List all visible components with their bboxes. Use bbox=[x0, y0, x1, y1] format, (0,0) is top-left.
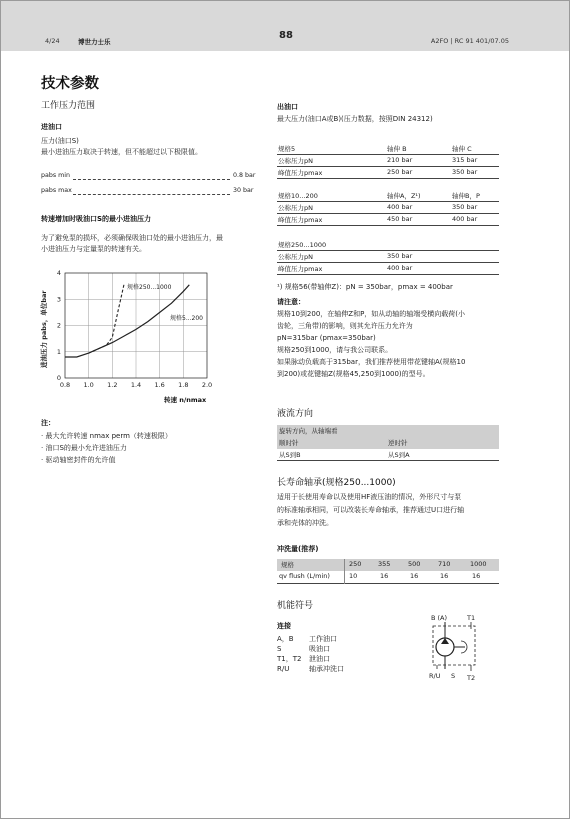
table-cell: 400 bar bbox=[387, 264, 413, 272]
attention-line: pN=315bar (pmax=350bar) bbox=[277, 334, 376, 342]
bearing-line: 适用于长使用寿命以及使用HF液压油的情况，外形尺寸与泵 bbox=[277, 493, 462, 501]
table-cell: 从S到B bbox=[279, 451, 301, 459]
hydraulic-pump-symbol bbox=[421, 609, 501, 684]
flush-table bbox=[277, 559, 499, 585]
table-cell: 400 bar bbox=[387, 203, 413, 211]
table-cell: 旋转方向，从轴端看 bbox=[279, 427, 338, 435]
page-ref: 4/24 bbox=[45, 37, 60, 45]
bearing-line: 承和壳体的冲洗。 bbox=[277, 519, 333, 527]
table-cell: 规格250...1000 bbox=[278, 241, 327, 249]
table-row bbox=[277, 202, 499, 214]
pressure-table-size10-200 bbox=[277, 190, 499, 226]
p-max-value: 30 bar bbox=[233, 187, 254, 194]
table-header-row bbox=[277, 143, 499, 155]
connection-item: S 吸油口 bbox=[277, 645, 330, 653]
table-cell: 16 bbox=[440, 572, 449, 580]
table-header-row bbox=[277, 425, 499, 437]
pressure-table-size5 bbox=[277, 143, 499, 179]
table-cell: 710 bbox=[438, 560, 451, 568]
note-3: · 驱动轴密封件的允许值 bbox=[41, 456, 116, 464]
attention-line: 齿轮，三角带)的影响，则其允许压力允许为 bbox=[277, 322, 413, 330]
table-cell: 轴伸 C bbox=[452, 145, 472, 153]
table-cell: 16 bbox=[410, 572, 419, 580]
table-cell: 350 bar bbox=[452, 203, 478, 211]
y-tick-label: 2 bbox=[56, 321, 61, 330]
table-cell: 355 bbox=[378, 560, 391, 568]
table-cell: 250 bbox=[349, 560, 362, 568]
attention-line: 规格250到1000，请与我公司联系。 bbox=[277, 346, 393, 354]
x-tick-label: 1.4 bbox=[130, 381, 142, 389]
outlet-desc: 最大压力(油口A或B)(压力数据，按照DIN 24312) bbox=[277, 115, 433, 123]
table-cell: 210 bar bbox=[387, 156, 413, 164]
x-tick-label: 1.8 bbox=[178, 381, 189, 389]
bearing-heading: 长寿命轴承(规格250...1000) bbox=[277, 478, 396, 488]
y-tick-label: 0 bbox=[56, 374, 61, 382]
table-cell: 峰值压力pmax bbox=[278, 216, 323, 224]
attention-line: 如果脉动负载高于315bar，我们推荐使用带花键轴A(规格10 bbox=[277, 358, 466, 366]
document-reference: A2FO | RC 91 401/07.05 bbox=[430, 37, 509, 45]
x-tick-label: 2.0 bbox=[201, 381, 213, 389]
connection-item: T1，T2 泄油口 bbox=[277, 655, 330, 663]
page-header bbox=[1, 1, 569, 51]
connections-list bbox=[277, 634, 417, 674]
series-label-250-1000: 规格250...1000 bbox=[127, 284, 172, 291]
x-tick-label: 0.8 bbox=[59, 381, 71, 389]
connection-item: R/U 轴承冲洗口 bbox=[277, 665, 344, 673]
footnote: ¹) 规格56(带轴伸Z)：pN = 350bar，pmax = 400bar bbox=[277, 283, 453, 291]
inlet-pressure-chart bbox=[37, 263, 237, 413]
table-cell: 500 bbox=[408, 560, 421, 568]
connections-heading: 连接 bbox=[277, 622, 291, 630]
inlet-sub: 压力(油口S) bbox=[41, 137, 79, 145]
table-cell: 315 bar bbox=[452, 156, 478, 164]
table-cell: 规格 bbox=[281, 561, 294, 569]
outlet-heading: 出油口 bbox=[277, 103, 298, 111]
series-line-250-1000 bbox=[89, 284, 125, 354]
connection-item: A，B 工作油口 bbox=[277, 635, 337, 643]
table-row bbox=[277, 155, 499, 167]
page-number: 88 bbox=[279, 30, 293, 41]
port-label-t2: T2 bbox=[467, 674, 476, 682]
table-cell: 450 bar bbox=[387, 215, 413, 223]
page-title: 技术参数 bbox=[41, 76, 99, 92]
table-row bbox=[277, 571, 499, 584]
notes-heading: 注： bbox=[41, 419, 55, 427]
series-label-5-200: 规格5...200 bbox=[170, 315, 203, 322]
table-row bbox=[277, 251, 499, 263]
table-cell: 峰值压力pmax bbox=[278, 265, 323, 273]
note-1: · 最大允许转速 nmax perm（转速极限） bbox=[41, 432, 172, 440]
table-cell: 公称压力pN bbox=[278, 157, 313, 165]
table-row bbox=[277, 214, 499, 226]
inlet-heading: 进油口 bbox=[41, 123, 62, 131]
attention-line: 规格10到200，在轴伸Z和P，如从动轴的轴端受横向载荷(小 bbox=[277, 310, 466, 318]
x-tick-label: 1.2 bbox=[107, 381, 118, 389]
p-min-value: 0.8 bar bbox=[233, 172, 256, 179]
table-divider bbox=[344, 559, 345, 584]
section-title: 工作压力范围 bbox=[41, 101, 96, 111]
bearing-line: 的标准轴承相同，可以改装长寿命轴承，推荐通过U口进行轴 bbox=[277, 506, 465, 514]
table-cell: 16 bbox=[472, 572, 481, 580]
table-cell: 规格10...200 bbox=[278, 192, 318, 200]
dotted-leader bbox=[73, 194, 230, 195]
table-cell: 从S到A bbox=[388, 451, 410, 459]
table-header-row bbox=[277, 437, 499, 449]
table-cell: 10 bbox=[349, 572, 358, 580]
table-header-row bbox=[277, 190, 499, 202]
brand-name: 博世力士乐 bbox=[78, 38, 111, 46]
table-cell: 400 bar bbox=[452, 215, 478, 223]
table-cell: 顺时针 bbox=[279, 439, 299, 447]
y-tick-label: 3 bbox=[56, 295, 61, 304]
chart-heading: 转速增加时吸油口S的最小进油压力 bbox=[41, 215, 152, 223]
y-tick-label: 1 bbox=[56, 347, 61, 356]
dotted-leader bbox=[73, 179, 230, 180]
table-row bbox=[277, 167, 499, 179]
port-label-b-a: B (A) bbox=[431, 614, 448, 622]
table-cell: 峰值压力pmax bbox=[278, 169, 323, 177]
table-cell: 轴伸 B bbox=[387, 145, 407, 153]
table-header-row bbox=[277, 239, 499, 251]
table-cell: 轴伸B，P bbox=[452, 192, 480, 200]
table-cell: 规格5 bbox=[278, 145, 296, 153]
chart-desc-2: 小进油压力与定量泵的转速有关。 bbox=[41, 245, 146, 253]
symbol-heading: 机能符号 bbox=[277, 601, 314, 611]
port-label-s: S bbox=[451, 672, 456, 680]
table-cell: 1000 bbox=[470, 560, 487, 568]
flush-heading: 冲洗量(推荐) bbox=[277, 545, 319, 553]
y-tick-label: 4 bbox=[56, 269, 61, 277]
inlet-desc: 最小进油压力取决于转速，但不能超过以下极限值。 bbox=[41, 148, 202, 156]
chart-desc-1: 为了避免泵的损坏，必须确保吸油口处的最小进油压力，最 bbox=[41, 234, 223, 242]
table-cell: 350 bar bbox=[387, 252, 413, 260]
table-cell: 公称压力pN bbox=[278, 204, 313, 212]
table-row bbox=[277, 263, 499, 275]
flow-direction-heading: 液流方向 bbox=[277, 409, 314, 419]
x-tick-label: 1.6 bbox=[154, 381, 165, 389]
table-cell: 轴伸A，Z¹) bbox=[387, 192, 421, 200]
table-row bbox=[277, 449, 499, 461]
attention-line: 到200)或花键轴Z(规格45,250到1000)的型号。 bbox=[277, 370, 430, 378]
flow-direction-table bbox=[277, 425, 499, 461]
p-min-label: pabs min bbox=[41, 172, 71, 179]
attention-heading: 请注意： bbox=[277, 298, 305, 306]
table-cell: 350 bar bbox=[452, 168, 478, 176]
table-cell: qv flush (L/min) bbox=[279, 572, 330, 580]
pressure-table-size250-1000 bbox=[277, 239, 499, 275]
chart-y-label: 进油压力 pabs，单位bar bbox=[40, 290, 48, 368]
table-cell: 逆时针 bbox=[388, 439, 408, 447]
x-tick-label: 1.0 bbox=[83, 381, 94, 389]
table-header-row bbox=[277, 559, 499, 571]
p-max-label: pabs max bbox=[41, 187, 72, 194]
table-cell: 16 bbox=[380, 572, 389, 580]
table-cell: 公称压力pN bbox=[278, 253, 313, 261]
note-2: · 油口S的最小允许进油压力 bbox=[41, 444, 127, 452]
port-label-ru: R/U bbox=[429, 672, 441, 680]
port-label-t1: T1 bbox=[467, 614, 476, 622]
table-cell: 250 bar bbox=[387, 168, 413, 176]
chart-x-label: 转速 n/nmax bbox=[164, 396, 207, 404]
